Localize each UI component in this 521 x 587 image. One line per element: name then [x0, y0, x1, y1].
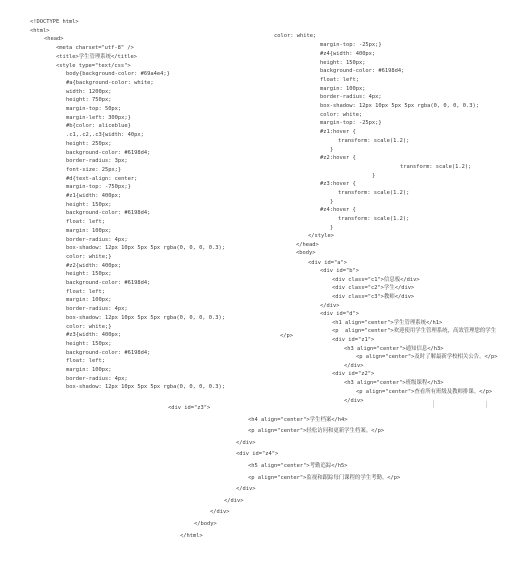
- code-line: <meta charset="utf-8" />: [56, 45, 134, 52]
- code-line: <div id="d">: [320, 311, 359, 317]
- code-line: margin-left: 300px;}: [66, 114, 131, 121]
- code-line: box-shadow: 12px 10px 5px 5px rgba(0, 0, 0, 0.3);: [66, 314, 226, 321]
- code-line: }: [330, 199, 334, 205]
- code-line: body{background-color: #69a4e4;}: [66, 71, 170, 78]
- code-line: </div>: [344, 363, 364, 369]
- code-line: float: left;: [320, 77, 359, 83]
- code-line: </body>: [194, 521, 217, 527]
- code-line: margin: 100px;: [66, 367, 112, 373]
- code-line: #z1:hover {: [320, 129, 356, 135]
- code-line: margin: 100px;: [320, 86, 366, 92]
- code-line: .c1,.c2,.c3{width: 40px;: [66, 132, 144, 139]
- code-line: <div class="c1">信息板</div>: [332, 277, 420, 283]
- corner-mark: [433, 400, 434, 408]
- code-line: <p align="center">轻松访问和更新学生档案。</p>: [248, 428, 385, 435]
- code-line: margin-top: 50px;: [66, 106, 122, 112]
- code-line: #z3:hover {: [320, 181, 356, 187]
- code-line: #z4{width: 400px;: [320, 51, 376, 57]
- code-line: float: left;: [66, 358, 105, 365]
- code-line: background-color: #6198d4;: [66, 149, 151, 156]
- code-line: <style type="text/css">: [56, 62, 131, 69]
- code-line: <h3 align="center">通知信息</h3>: [344, 346, 444, 352]
- code-line: <h1 align="center">学生管理系统</h1>: [332, 320, 443, 326]
- code-line: margin-top: -750px;}: [66, 184, 131, 191]
- code-line: <p align="center">查看所有班级及教师排课。</p>: [356, 389, 493, 395]
- code-line: <h5 align="center">考勤追踪</h5>: [248, 463, 348, 469]
- code-line: height: 150px;: [66, 271, 112, 278]
- code-line: border-radius: 4px;: [320, 94, 382, 100]
- code-line: #z2{width: 400px;: [66, 262, 122, 269]
- code-line: #z1{width: 400px;: [66, 193, 122, 199]
- code-line: box-shadow: 12px 10px 5px 5px rgba(0, 0, 0, 0.3);: [320, 103, 480, 109]
- code-line: border-radius: 4px;: [66, 306, 128, 313]
- code-line: <div id="a">: [308, 260, 347, 266]
- code-line: </style>: [308, 233, 334, 239]
- code-line: height: 750px;: [66, 97, 112, 104]
- code-line: </div>: [320, 303, 340, 309]
- code-line: transform: scale(1.2);: [338, 190, 410, 196]
- code-line: <head>: [44, 36, 64, 43]
- code-line: margin-top: -25px;}: [320, 42, 382, 48]
- code-line: #a{background-color: white;: [66, 79, 154, 86]
- code-line: #z2:hover {: [320, 155, 356, 161]
- code-line-wrap: </p>: [280, 333, 293, 339]
- corner-mark: [486, 401, 487, 408]
- code-line: height: 150px;: [320, 60, 366, 66]
- code-line: color: white;: [320, 112, 363, 118]
- code-line: background-color: #6198d4;: [66, 210, 151, 217]
- code-line: height: 150px;: [66, 201, 112, 208]
- code-line: border-radius: 3px;: [66, 158, 128, 165]
- code-line: <h3 align="center">班级课程</h3>: [344, 380, 444, 386]
- code-line: font-size: 25px;}: [66, 166, 122, 173]
- code-line: </div>: [224, 497, 244, 504]
- code-line: </div>: [236, 486, 256, 493]
- code-line: margin: 100px;: [66, 297, 112, 304]
- code-line: </div>: [210, 509, 230, 516]
- code-line: background-color: #6198d4;: [66, 280, 151, 286]
- code-line: border-radius: 4px;: [66, 375, 128, 382]
- code-line: }: [330, 225, 334, 231]
- code-line: height: 250px;: [66, 140, 112, 147]
- code-line: #z3{width: 400px;: [66, 332, 122, 339]
- code-line: <div id="z3">: [168, 405, 211, 411]
- code-line: box-shadow: 12px 10px 5px 5px rgba(0, 0, 0, 0.3);: [66, 245, 226, 252]
- code-line: transform: scale(1.2);: [338, 216, 410, 222]
- code-line: <div id="z2">: [332, 371, 375, 377]
- code-line: <title>学生管理系统</title>: [56, 53, 138, 60]
- code-line: </head>: [296, 242, 319, 248]
- code-line: <h4 align="center">学生档案</h4>: [248, 416, 348, 423]
- code-line: </div>: [236, 439, 256, 446]
- code-line: <div id="z1">: [332, 337, 375, 343]
- code-line: <div id="b">: [320, 268, 359, 274]
- code-line: transform: scale(1.2);: [400, 164, 472, 170]
- code-line: color: white;: [274, 33, 317, 39]
- code-line: height: 150px;: [66, 340, 112, 347]
- code-line: border-radius: 4px;: [66, 236, 128, 243]
- code-line: background-color: #6198d4;: [320, 68, 405, 74]
- code-line: <html>: [30, 27, 50, 34]
- code-line: float: left;: [66, 288, 105, 295]
- code-line: <p align="center">监视和跟踪每门课程的学生考勤。</p>: [248, 474, 401, 481]
- code-line: <body>: [296, 250, 316, 256]
- code-line: <div class="c2">学生</div>: [332, 285, 415, 291]
- code-line: width: 1200px;: [66, 88, 112, 95]
- code-line: #z4:hover {: [320, 207, 356, 213]
- code-line: <div id="z4">: [236, 451, 279, 458]
- code-line: <div class="c3">教师</div>: [332, 294, 415, 300]
- code-line: </html>: [180, 532, 203, 539]
- code-line: transform: scale(1.2);: [338, 138, 410, 144]
- code-line: <!DOCTYPE html>: [30, 19, 79, 25]
- code-line: }: [372, 173, 376, 179]
- code-line: </div>: [344, 398, 364, 404]
- code-line: color: white;}: [66, 253, 112, 260]
- code-line: <p align="center">及时了解最新学校相关公告。</p>: [356, 354, 498, 360]
- code-line: #b{color: aliceblue}: [66, 123, 131, 130]
- code-line: <p align="center">欢迎使用学生管理系统，高效管理您的学生: [332, 328, 497, 334]
- code-line: background-color: #6198d4;: [66, 349, 151, 356]
- code-line: color: white;}: [66, 323, 112, 330]
- code-line: #d{text-align: center;: [66, 175, 138, 182]
- code-line: }: [330, 147, 334, 153]
- code-line: margin-top: -25px;}: [320, 120, 382, 126]
- code-line: margin: 100px;: [66, 227, 112, 234]
- code-line: box-shadow: 12px 10px 5px 5px rgba(0, 0, 0, 0.3);: [66, 384, 226, 391]
- code-line: float: left;: [66, 219, 105, 226]
